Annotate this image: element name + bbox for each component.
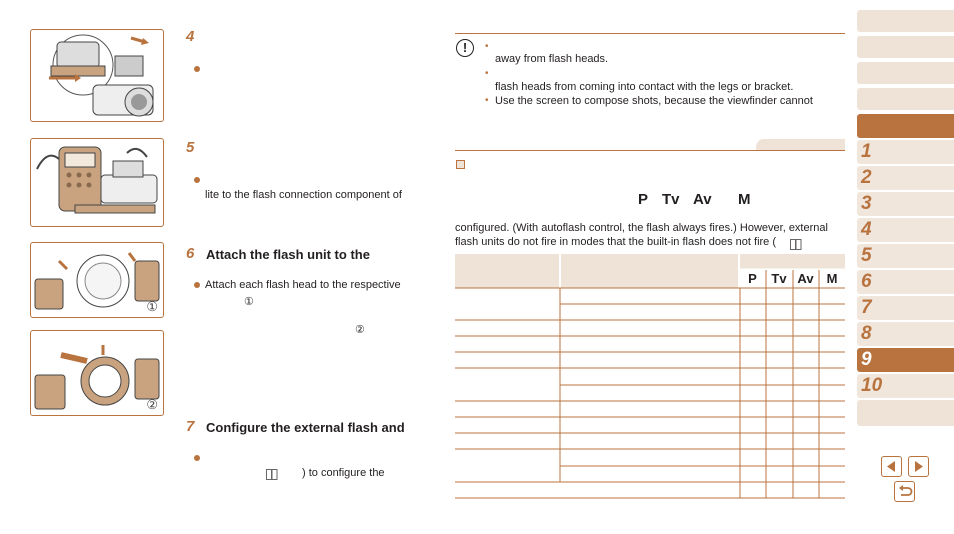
caution-bullet: •	[485, 41, 489, 52]
back-button[interactable]	[894, 481, 915, 502]
caution-line: away from flash heads.	[495, 53, 609, 65]
sidebar-chapter-10[interactable]: 10	[857, 374, 954, 398]
sidebar-chapter-2[interactable]: 2	[857, 166, 954, 190]
table-mode-av: Av	[797, 271, 814, 286]
step-number: 4	[186, 28, 195, 45]
step6-text: Attach each flash head to the respective	[205, 279, 401, 291]
step-number: 5	[186, 139, 195, 156]
mode-av: Av	[693, 191, 712, 208]
body-line: configured. (With autoflash control, the flash always fires.) However, external	[455, 222, 828, 234]
sidebar-chapter-5[interactable]: 5	[857, 244, 954, 268]
caution-bullet: •	[485, 95, 489, 106]
mode-m: M	[738, 191, 751, 208]
sidebar-tab-top2[interactable]	[857, 36, 954, 58]
prev-page-button[interactable]	[881, 456, 902, 477]
sidebar-chapter-7[interactable]: 7	[857, 296, 954, 320]
caution-bullet: •	[485, 68, 489, 79]
sidebar-tab-bottom[interactable]	[857, 400, 954, 426]
sidebar-tab-top3[interactable]	[857, 62, 954, 84]
sidebar-chapter-6[interactable]: 6	[857, 270, 954, 294]
sidebar-chapter-1[interactable]: 1	[857, 140, 954, 164]
step-number: 7	[186, 418, 195, 435]
figure-marker: ②	[146, 397, 158, 412]
sidebar-tab-top4[interactable]	[857, 88, 954, 110]
body-line: flash units do not fire in modes that the built-in flash does not fire (	[455, 236, 777, 248]
return-arrow-icon	[895, 482, 914, 501]
caution-icon: !	[456, 39, 474, 57]
table-mode-m: M	[826, 271, 838, 286]
step-title: Configure the external flash and	[206, 420, 405, 435]
sidebar-chapter-9[interactable]: 9	[857, 348, 954, 372]
step-title: Attach the flash unit to the	[206, 247, 370, 262]
triangle-right-icon	[909, 457, 928, 476]
sidebar-tab-top5[interactable]	[857, 114, 954, 138]
caution-line: Use the screen to compose shots, because the viewfinder cannot	[495, 95, 813, 107]
step6-marker: ①	[244, 296, 254, 308]
step7-ref-text: ) to configure the	[302, 467, 385, 479]
sidebar-chapter-8[interactable]: 8	[857, 322, 954, 346]
table-mode-tv: Tv	[771, 271, 787, 286]
next-page-button[interactable]	[908, 456, 929, 477]
triangle-left-icon	[882, 457, 901, 476]
step6-marker: ②	[355, 324, 365, 336]
caution-line: flash heads from coming into contact with the legs or bracket.	[495, 81, 794, 93]
figure-marker: ①	[146, 299, 158, 314]
mode-tv: Tv	[662, 191, 680, 208]
table-mode-p: P	[748, 271, 757, 286]
mode-p: P	[638, 191, 649, 208]
sidebar-tab-top1[interactable]	[857, 10, 954, 32]
sidebar-chapter-3[interactable]: 3	[857, 192, 954, 216]
sidebar-chapter-4[interactable]: 4	[857, 218, 954, 242]
step-number: 6	[186, 245, 195, 262]
step5-text: lite to the flash connection component of	[205, 189, 402, 201]
